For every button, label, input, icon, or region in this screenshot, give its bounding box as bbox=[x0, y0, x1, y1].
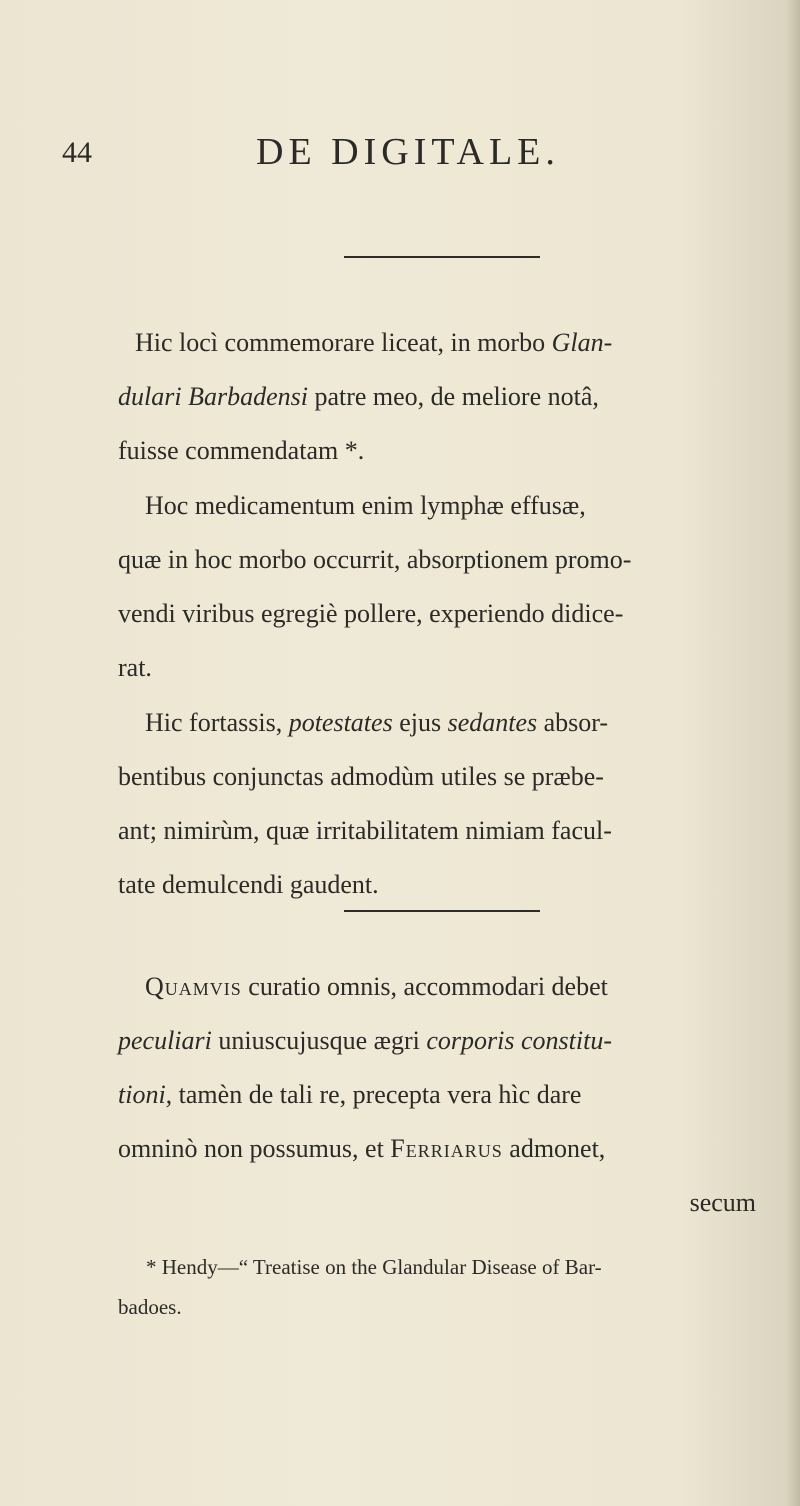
text-line: Quamvis curatio omnis, accommodari debet bbox=[145, 972, 608, 1001]
footnote-line: * Hendy—“ Treatise on the Glandular Disease of Bar- bbox=[146, 1255, 602, 1279]
italic-text: potestates bbox=[288, 708, 393, 737]
text-line: tioni, tamèn de tali re, precepta vera hìc dare bbox=[118, 1080, 582, 1109]
running-head: DE DIGITALE. bbox=[256, 131, 560, 173]
paragraph-1 bbox=[118, 316, 794, 478]
page-number: 44 bbox=[62, 136, 92, 169]
page-header bbox=[62, 130, 762, 174]
italic-text: peculiari bbox=[118, 1026, 212, 1055]
italic-text: Glan- bbox=[551, 328, 613, 357]
text-line: vendi viribus egregiè pollere, experiendo didice- bbox=[118, 599, 624, 628]
text-line: rat. bbox=[118, 653, 152, 682]
italic-text: tioni, bbox=[118, 1080, 173, 1109]
footnote-line: badoes. bbox=[118, 1295, 182, 1319]
text-line: tate demulcendi gaudent. bbox=[118, 870, 379, 899]
text-line: ant; nimirùm, quæ irritabilitatem nimiam facul- bbox=[118, 816, 612, 845]
ornamental-rule-section bbox=[344, 910, 540, 912]
paragraph-2 bbox=[118, 479, 794, 695]
ornamental-rule-top bbox=[344, 256, 540, 258]
text-line: Hic locì commemorare liceat, in morbo Glan- bbox=[135, 328, 613, 357]
text-line: Hoc medicamentum enim lymphæ effusæ, bbox=[145, 491, 586, 520]
small-caps-text: Ferriarus bbox=[390, 1134, 503, 1163]
text-line: bentibus conjunctas admodùm utiles se præbe- bbox=[118, 762, 604, 791]
text-line: dulari Barbadensi patre meo, de meliore notâ, bbox=[118, 382, 599, 411]
footnote bbox=[118, 1247, 788, 1327]
italic-text: corporis constitu- bbox=[426, 1026, 612, 1055]
text-line: peculiari uniuscujusque ægri corporis constitu- bbox=[118, 1026, 612, 1055]
small-caps-text: Quamvis bbox=[145, 972, 242, 1001]
paragraph-3 bbox=[118, 696, 794, 912]
paragraph-4 bbox=[118, 960, 794, 1230]
text-line: quæ in hoc morbo occurrit, absorptionem promo- bbox=[118, 545, 632, 574]
text-line: fuisse commendatam *. bbox=[118, 436, 365, 465]
text-line: omninò non possumus, et Ferriarus admonet, bbox=[118, 1134, 606, 1163]
text-line: Hic fortassis, potestates ejus sedantes absor- bbox=[145, 708, 609, 737]
italic-text: dulari Barbadensi bbox=[118, 382, 308, 411]
catchword: secum bbox=[689, 1188, 756, 1217]
italic-text: sedantes bbox=[447, 708, 538, 737]
